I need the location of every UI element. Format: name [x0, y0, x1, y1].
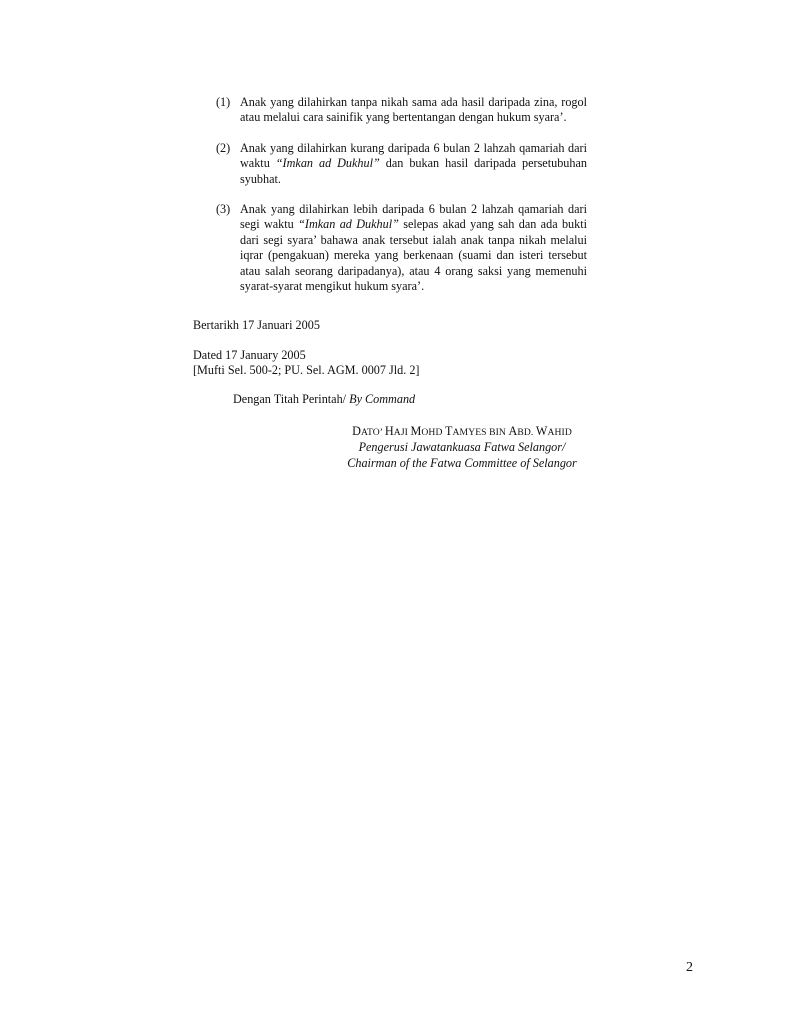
signatory-name: DATO’ HAJI MOHD TAMYES BIN ABD. WAHID — [352, 424, 572, 438]
text-segment: Anak yang dilahirkan kurang daripada 6 bulan 2 lahzah qamariah dari waktu — [240, 140, 587, 171]
signature-block — [300, 424, 624, 471]
date-english: Dated 17 January 2005 — [193, 348, 306, 362]
item-number: (1) — [216, 95, 231, 109]
italic-term: “Imkan ad Dukhul” — [275, 156, 380, 171]
item-text — [240, 95, 587, 126]
command-malay: Dengan Titah Perintah/ — [233, 392, 347, 406]
text-segment: Anak yang dilahirkan lebih daripada 6 bulan 2 lahzah qamariah dari segi waktu — [240, 202, 587, 232]
by-command — [233, 392, 415, 407]
page-number: 2 — [686, 960, 693, 975]
text-segment: Anak yang dilahirkan tanpa nikah sama ada hasil daripada zina, rogol atau melalui cara sainifik yang bertentangan dengan hukum syara’. — [240, 95, 587, 125]
item-text — [240, 141, 587, 187]
list-item-3 — [216, 202, 587, 294]
text-segment: dan bukan hasil daripada persetubuhan syubhat. — [240, 156, 587, 186]
signatory-title-malay: Pengerusi Jawatankuasa Fatwa Selangor/ — [358, 440, 566, 455]
italic-term: “Imkan ad Dukhul” — [298, 217, 399, 232]
item-number: (2) — [216, 140, 231, 155]
reference-number: [Mufti Sel. 500-2; PU. Sel. AGM. 0007 Jld. 2] — [193, 363, 420, 378]
signatory-title-english: Chairman of the Fatwa Committee of Selangor — [347, 455, 577, 470]
numbered-list — [216, 95, 587, 309]
text-segment: selepas akad yang sah dan ada bukti dari segi syara’ bahawa anak tersebut ialah anak tanpa nikah melalui iqrar (pengakuan) mereka yang berkenaan (suami dan isteri tersebut atau salah seorang daripadanya), atau 4 orang saksi yang memenuhi syarat-syarat mengikut hukum syara’. — [240, 217, 587, 294]
item-text — [240, 202, 587, 294]
date-malay: Bertarikh 17 Januari 2005 — [193, 318, 320, 332]
command-english: By Command — [346, 392, 416, 406]
list-item-1 — [216, 95, 587, 126]
date-english-block — [193, 348, 420, 379]
item-number: (3) — [216, 202, 231, 217]
list-item-2 — [216, 141, 587, 187]
